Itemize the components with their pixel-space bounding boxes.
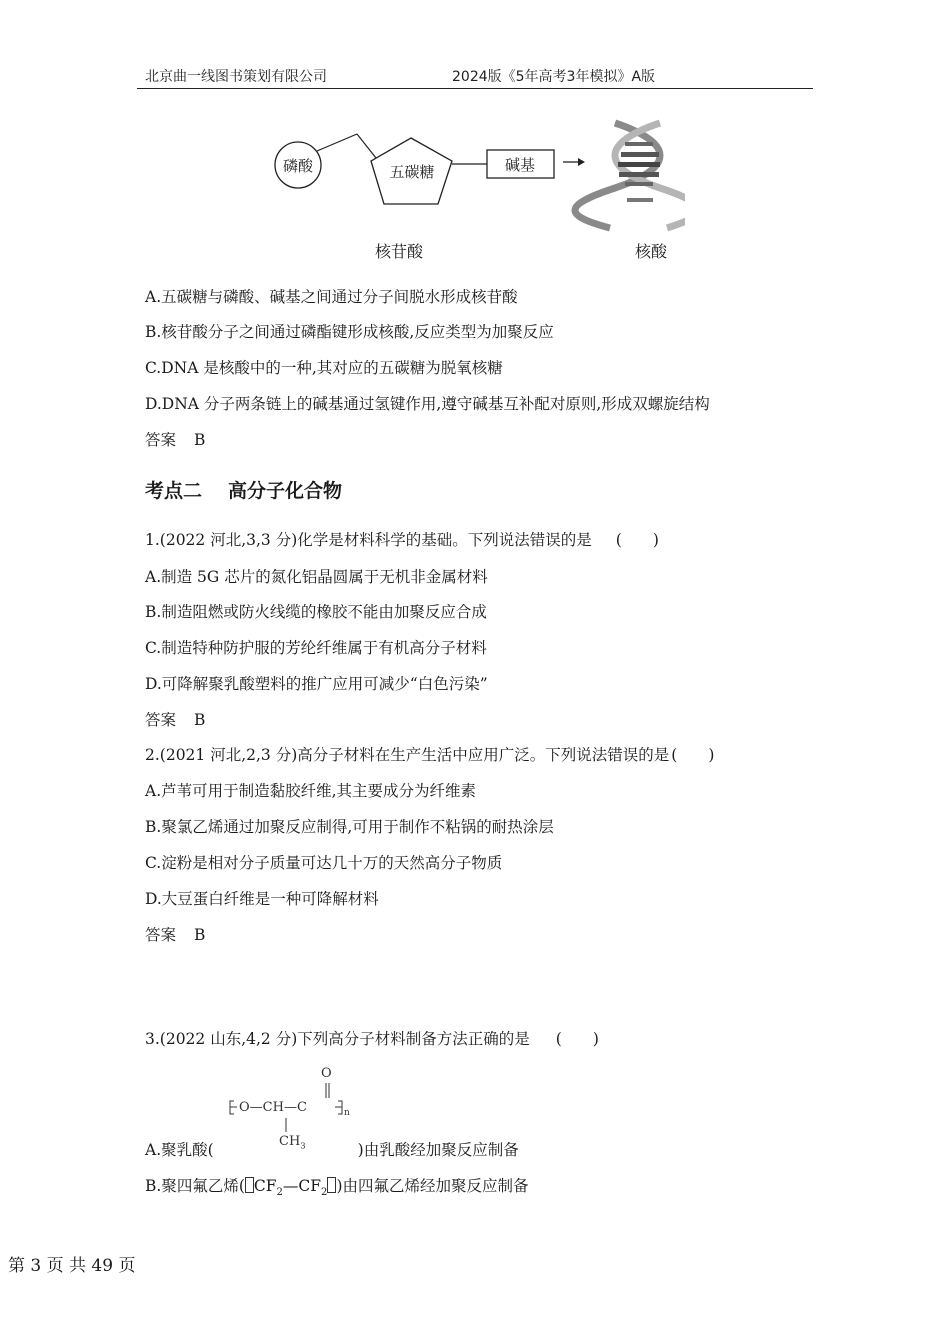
dna-helix-icon — [575, 123, 685, 228]
q1-answer — [145, 710, 205, 730]
answer-label: 答案 — [145, 711, 177, 729]
bracket-icon — [245, 1177, 254, 1193]
answer-value: B — [194, 711, 206, 729]
carbonyl-oxygen: O — [321, 1066, 332, 1081]
q0-answer — [145, 430, 205, 450]
q3-option-a-prefix: A.聚乳酸( — [145, 1141, 214, 1159]
q3-option-b-prefix: B.聚四氟乙烯( — [145, 1177, 245, 1195]
q2-option-c: C.淀粉是相对分子质量可达几十万的天然高分子物质 — [145, 854, 503, 872]
base-label: 碱基 — [504, 156, 536, 174]
q2-stem-text: 2.(2021 河北,2,3 分)高分子材料在生产生活中应用广泛。下列说法错误的是 — [145, 746, 670, 764]
q1-stem — [145, 530, 659, 550]
header-rule — [137, 88, 813, 89]
formula-chain: O—CH—C — [239, 1100, 307, 1115]
q0-option-c: C.DNA 是核酸中的一种,其对应的五碳糖为脱氧核糖 — [145, 359, 503, 377]
q0-option-b: B.核苷酸分子之间通过磷酯键形成核酸,反应类型为加聚反应 — [145, 323, 554, 341]
q2-option-a: A.芦苇可用于制造黏胶纤维,其主要成分为纤维素 — [145, 782, 477, 800]
bond-line-2 — [357, 134, 376, 158]
section-title: 高分子化合物 — [228, 480, 343, 502]
phosphate-label: 磷酸 — [282, 157, 314, 175]
q3-answer-paren: ( ) — [555, 1030, 599, 1048]
q1-option-c: C.制造特种防护服的芳纶纤维属于有机高分子材料 — [145, 639, 487, 657]
q3-option-a-suffix: )由乳酸经加聚反应制备 — [357, 1141, 519, 1159]
q2-stem — [145, 745, 714, 765]
bond-line-1 — [317, 134, 357, 151]
formula-n: n — [344, 1108, 350, 1118]
phosphate-circle — [275, 142, 321, 188]
q0-option-d: D.DNA 分子两条链上的碱基通过氢键作用,遵守碱基互补配对原则,形成双螺旋结构 — [145, 395, 710, 413]
page-number: 第 3 页 共 49 页 — [8, 1256, 136, 1276]
q3-option-a — [145, 1140, 519, 1160]
answer-value: B — [194, 926, 206, 944]
q1-option-a: A.制造 5G 芯片的氮化铝晶圆属于无机非金属材料 — [145, 568, 488, 586]
header-publisher: 北京曲一线图书策划有限公司 — [145, 69, 327, 85]
q3-option-b-suffix: )由四氟乙烯经加聚反应制备 — [336, 1177, 529, 1195]
answer-label: 答案 — [145, 926, 177, 944]
q1-option-b: B.制造阻燃或防火线缆的橡胶不能由加聚反应合成 — [145, 603, 487, 621]
q1-answer-paren: ( ) — [615, 531, 659, 549]
q2-option-d: D.大豆蛋白纤维是一种可降解材料 — [145, 890, 379, 908]
q2-option-b: B.聚氯乙烯通过加聚反应制得,可用于制作不粘锅的耐热涂层 — [145, 818, 554, 836]
cf-sub-1: 2 — [276, 1187, 283, 1199]
cf-group-2: CF — [298, 1177, 322, 1195]
q1-option-d: D.可降解聚乳酸塑料的推广应用可减少“白色污染” — [145, 675, 488, 693]
cf-sub-2: 2 — [321, 1187, 328, 1199]
header-book-title: 2024版《5年高考3年模拟》A版 — [452, 69, 656, 85]
cf-group-1: CF — [253, 1177, 277, 1195]
pentose-label: 五碳糖 — [389, 163, 435, 181]
q0-option-a: A.五碳糖与磷酸、碱基之间通过分子间脱水形成核苷酸 — [145, 288, 518, 306]
methyl-sub: 3 — [300, 1140, 306, 1151]
q1-stem-text: 1.(2022 河北,3,3 分)化学是材料科学的基础。下列说法错误的是 — [145, 531, 592, 549]
q3-stem-text: 3.(2022 山东,4,2 分)下列高分子材料制备方法正确的是 — [145, 1030, 530, 1048]
q3-stem — [145, 1029, 599, 1049]
q2-answer — [145, 925, 205, 945]
nucleotide-diagram — [265, 118, 685, 233]
pentose-pentagon — [371, 138, 452, 204]
caption-nucleic-acid: 核酸 — [635, 242, 668, 261]
q2-answer-paren: ( ) — [671, 746, 715, 764]
section-number: 考点二 — [145, 480, 203, 502]
base-box — [487, 150, 554, 178]
answer-value: B — [194, 431, 206, 449]
methyl-ch: CH — [279, 1134, 301, 1149]
q3-option-b — [145, 1176, 529, 1203]
caption-nucleotide: 核苷酸 — [375, 242, 424, 261]
bond-dash: — — [282, 1177, 299, 1195]
answer-label: 答案 — [145, 431, 177, 449]
section-heading — [145, 476, 342, 503]
arrow-icon — [563, 158, 585, 166]
